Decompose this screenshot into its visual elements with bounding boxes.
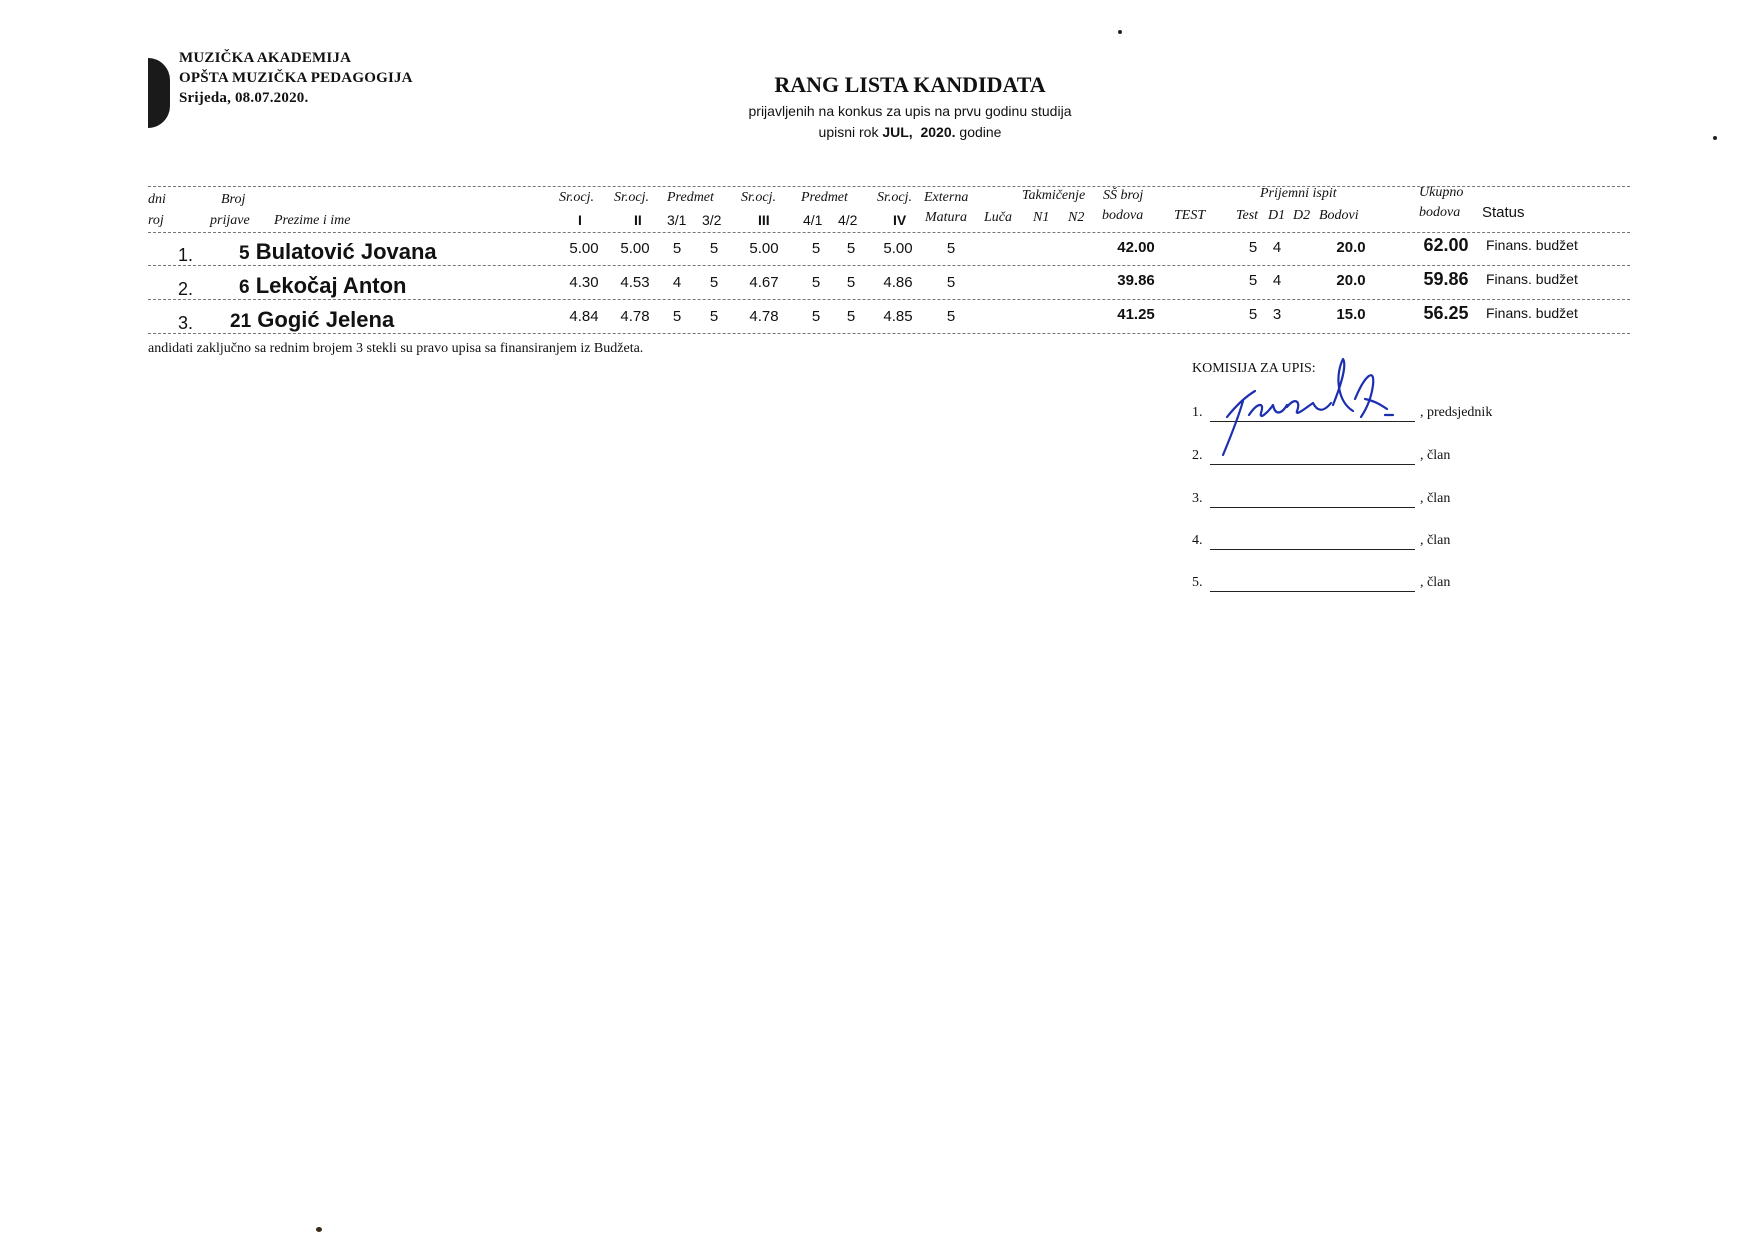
header-predmet4-top: Predmet: [801, 190, 848, 205]
page-title: RANG LISTA KANDIDATA: [774, 72, 1046, 97]
header-prijemni-top: Prijemni ispit: [1260, 186, 1337, 201]
row-candidate: [239, 239, 437, 265]
row-rank: 1.: [178, 245, 194, 265]
header-predmet4-a: 4/1: [803, 212, 823, 228]
member-number: 2.: [1192, 448, 1203, 463]
table-rule: [148, 299, 1630, 300]
header-rb-top: dni: [148, 192, 166, 207]
footnote: andidati zaključno sa rednim brojem 3 stekli su pravo upisa sa finansiranjem iz Budžeta.: [148, 341, 644, 356]
header-srocj3-bottom: III: [758, 212, 770, 228]
row-srocj4: 4.85: [883, 308, 913, 325]
row-ukupno: 62.00: [1423, 235, 1469, 255]
row-externa: 5: [946, 308, 956, 325]
member-number: 3.: [1192, 491, 1203, 506]
table-rule: [148, 186, 1630, 187]
header-broj-top: Broj: [221, 192, 246, 207]
row-p31: 5: [672, 308, 682, 325]
row-srocj1: 5.00: [569, 240, 599, 257]
institution-name: MUZIČKA AKADEMIJA: [179, 50, 352, 66]
header-n1: N1: [1033, 210, 1050, 225]
signature-line: [1210, 576, 1415, 592]
header-srocj1-bottom: I: [578, 212, 582, 228]
row-srocj1: 4.30: [569, 274, 599, 291]
row-status: Finans. budžet: [1486, 305, 1578, 321]
row-srocj2: 5.00: [620, 240, 650, 257]
member-number: 1.: [1192, 405, 1203, 420]
row-externa: 5: [946, 274, 956, 291]
row-srocj4: 5.00: [883, 240, 913, 257]
header-predmet3-top: Predmet: [667, 190, 714, 205]
row-p41: 5: [811, 308, 821, 325]
row-ss-bodova: 39.86: [1117, 272, 1155, 289]
seal-stamp-icon: [148, 58, 170, 128]
header-prijemni-bodovi: Bodovi: [1319, 208, 1359, 223]
row-ss-bodova: 42.00: [1117, 239, 1155, 256]
row-prijemni-bodovi: 20.0: [1336, 239, 1366, 256]
row-p41: 5: [811, 240, 821, 257]
row-srocj3: 5.00: [749, 240, 779, 257]
header-luca: Luča: [984, 210, 1012, 225]
row-srocj3: 4.78: [749, 308, 779, 325]
row-prijemni-d1: 4: [1272, 272, 1282, 289]
row-app-number: 21: [230, 311, 252, 332]
row-prijemni-bodovi: 20.0: [1336, 272, 1366, 289]
signature-line: [1210, 492, 1415, 508]
row-name: Gogić Jelena: [257, 307, 395, 332]
header-takmicenje: Takmičenje: [1022, 188, 1086, 203]
header-predmet3-a: 3/1: [667, 212, 687, 228]
row-status: Finans. budžet: [1486, 271, 1578, 287]
header-prijemni-test: Test: [1236, 208, 1259, 223]
header-srocj2-top: Sr.ocj.: [614, 190, 649, 205]
row-externa: 5: [946, 240, 956, 257]
header-broj-bottom: prijave: [210, 213, 250, 228]
handwritten-signature: [1215, 345, 1400, 465]
header-prijemni-d2: D2: [1293, 208, 1311, 223]
header-externa-top: Externa: [924, 190, 969, 205]
row-name: Lekočaj Anton: [255, 273, 407, 298]
scan-speck: [1118, 30, 1122, 34]
row-p42: 5: [846, 274, 856, 291]
scan-speck: [1713, 136, 1717, 140]
header-srocj4-top: Sr.ocj.: [877, 190, 912, 205]
header-srocj4-bottom: IV: [893, 212, 907, 228]
row-srocj2: 4.53: [620, 274, 650, 291]
header-name: Prezime i ime: [274, 213, 351, 228]
row-p32: 5: [709, 308, 719, 325]
row-p32: 5: [709, 274, 719, 291]
row-app-number: 6: [239, 277, 250, 298]
row-p41: 5: [811, 274, 821, 291]
row-app-number: 5: [239, 243, 250, 264]
header-status: Status: [1482, 204, 1525, 221]
commission-title: KOMISIJA ZA UPIS:: [1192, 361, 1316, 376]
header-rb-bottom: roj: [148, 213, 164, 228]
row-candidate: [230, 307, 394, 333]
row-prijemni-test: 5: [1248, 239, 1258, 256]
row-status: Finans. budžet: [1486, 237, 1578, 253]
row-name: Bulatović Jovana: [255, 239, 437, 264]
row-prijemni-d1: 3: [1272, 306, 1282, 323]
header-test: TEST: [1174, 208, 1206, 223]
row-prijemni-bodovi: 15.0: [1336, 306, 1366, 323]
header-srocj1-top: Sr.ocj.: [559, 190, 594, 205]
row-ukupno: 59.86: [1423, 269, 1469, 289]
header-n2: N2: [1068, 210, 1085, 225]
member-role: , predsjednik: [1420, 405, 1493, 420]
member-number: 4.: [1192, 533, 1203, 548]
row-ss-bodova: 41.25: [1117, 306, 1155, 323]
header-ss-top: SŠ broj: [1103, 188, 1144, 203]
row-srocj1: 4.84: [569, 308, 599, 325]
row-p31: 4: [672, 274, 682, 291]
row-prijemni-d1: 4: [1272, 239, 1282, 256]
row-srocj3: 4.67: [749, 274, 779, 291]
header-srocj2-bottom: II: [634, 212, 642, 228]
document-date: Srijeda, 08.07.2020.: [179, 90, 309, 106]
header-ss-bottom: bodova: [1102, 208, 1144, 223]
row-p42: 5: [846, 308, 856, 325]
header-prijemni-d1: D1: [1268, 208, 1286, 223]
page-subtitle: prijavljenih na konkus za upis na prvu godinu studija: [748, 103, 1072, 119]
row-p32: 5: [709, 240, 719, 257]
row-rank: 3.: [178, 313, 194, 333]
table-rule: [148, 265, 1630, 266]
page-subtitle-period: upisni rok JUL, 2020. godine: [818, 124, 1002, 140]
row-srocj4: 4.86: [883, 274, 913, 291]
row-p31: 5: [672, 240, 682, 257]
header-externa-bottom: Matura: [925, 210, 967, 225]
row-ukupno: 56.25: [1423, 303, 1469, 323]
member-number: 5.: [1192, 575, 1203, 590]
department-name: OPŠTA MUZIČKA PEDAGOGIJA: [179, 70, 413, 86]
signature-line: [1210, 534, 1415, 550]
header-predmet3-b: 3/2: [702, 212, 722, 228]
header-predmet4-b: 4/2: [838, 212, 858, 228]
row-prijemni-test: 5: [1248, 272, 1258, 289]
member-role: , član: [1420, 533, 1451, 548]
member-role: , član: [1420, 575, 1451, 590]
member-role: , član: [1420, 448, 1451, 463]
table-rule: [148, 333, 1630, 334]
row-rank: 2.: [178, 279, 194, 299]
table-rule: [148, 232, 1630, 233]
row-candidate: [239, 273, 406, 299]
member-role: , član: [1420, 491, 1451, 506]
header-ukupno-bottom: bodova: [1419, 205, 1461, 220]
header-ukupno-top: Ukupno: [1419, 185, 1464, 200]
row-srocj2: 4.78: [620, 308, 650, 325]
header-srocj3-top: Sr.ocj.: [741, 190, 776, 205]
row-prijemni-test: 5: [1248, 306, 1258, 323]
scan-speck: [316, 1227, 322, 1232]
row-p42: 5: [846, 240, 856, 257]
